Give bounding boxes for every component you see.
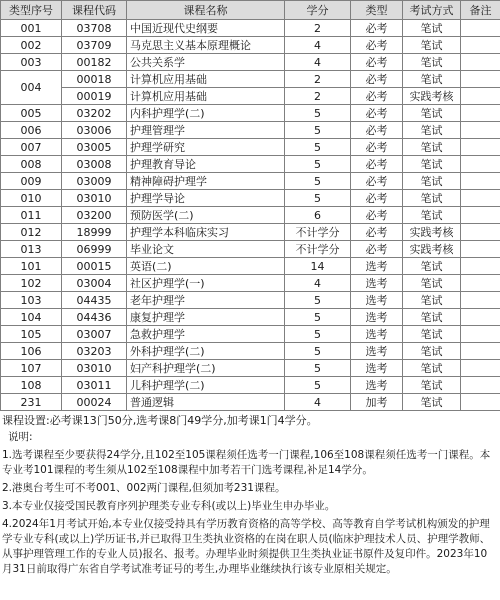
cell-credit: 14 <box>285 258 351 275</box>
cell-name: 内科护理学(二) <box>127 105 285 122</box>
cell-name: 计算机应用基础 <box>127 88 285 105</box>
cell-type: 必考 <box>351 71 403 88</box>
cell-code: 06999 <box>62 241 127 258</box>
cell-exam: 笔试 <box>403 173 461 190</box>
cell-seq: 010 <box>1 190 62 207</box>
cell-credit: 4 <box>285 394 351 411</box>
cell-exam: 笔试 <box>403 343 461 360</box>
cell-code: 03008 <box>62 156 127 173</box>
cell-name: 护理教育导论 <box>127 156 285 173</box>
cell-type: 选考 <box>351 360 403 377</box>
cell-exam: 笔试 <box>403 71 461 88</box>
table-row <box>1 156 500 173</box>
cell-note <box>461 258 500 275</box>
cell-seq: 103 <box>1 292 62 309</box>
table-row <box>1 360 500 377</box>
cell-credit: 6 <box>285 207 351 224</box>
cell-seq: 108 <box>1 377 62 394</box>
cell-type: 必考 <box>351 88 403 105</box>
cell-type: 必考 <box>351 105 403 122</box>
cell-type: 选考 <box>351 275 403 292</box>
cell-credit: 5 <box>285 105 351 122</box>
cell-note <box>461 326 500 343</box>
cell-credit: 2 <box>285 20 351 37</box>
cell-credit: 4 <box>285 54 351 71</box>
cell-exam: 笔试 <box>403 122 461 139</box>
cell-type: 必考 <box>351 190 403 207</box>
cell-seq: 231 <box>1 394 62 411</box>
notes-section <box>0 430 500 577</box>
cell-exam: 笔试 <box>403 54 461 71</box>
cell-type: 选考 <box>351 343 403 360</box>
header-credit: 学分 <box>285 1 351 20</box>
note-item-2: 2.港奥台考生可不考001、002两门课程,但须加考231课程。 <box>2 482 286 494</box>
cell-code: 00019 <box>62 88 127 105</box>
cell-note <box>461 71 500 88</box>
cell-seq: 002 <box>1 37 62 54</box>
cell-name: 普通逻辑 <box>127 394 285 411</box>
cell-seq: 005 <box>1 105 62 122</box>
cell-note <box>461 139 500 156</box>
cell-code: 03203 <box>62 343 127 360</box>
cell-exam: 笔试 <box>403 37 461 54</box>
header-name: 课程名称 <box>127 1 285 20</box>
cell-name: 计算机应用基础 <box>127 71 285 88</box>
cell-credit: 4 <box>285 37 351 54</box>
notes-heading: 说明: <box>8 431 33 443</box>
cell-credit: 5 <box>285 156 351 173</box>
cell-type: 必考 <box>351 37 403 54</box>
header-code: 课程代码 <box>62 1 127 20</box>
cell-seq: 003 <box>1 54 62 71</box>
note-item-1: 1.选考课程至少要获得24学分,且102至105课程须任选考一门课程,106至108课程须任选考一门课程。本专业考101课程的考生须从102至108课程中加考若干门选考课程,补足14学分。 <box>2 449 491 476</box>
table-row <box>1 309 500 326</box>
cell-type: 必考 <box>351 224 403 241</box>
cell-exam: 笔试 <box>403 394 461 411</box>
cell-seq: 001 <box>1 20 62 37</box>
cell-note <box>461 20 500 37</box>
cell-credit: 5 <box>285 360 351 377</box>
table-row <box>1 394 500 411</box>
cell-note <box>461 275 500 292</box>
cell-name: 护理学研究 <box>127 139 285 156</box>
cell-code: 00015 <box>62 258 127 275</box>
cell-seq: 106 <box>1 343 62 360</box>
cell-note <box>461 190 500 207</box>
cell-credit: 5 <box>285 292 351 309</box>
cell-credit: 4 <box>285 275 351 292</box>
table-row <box>1 292 500 309</box>
cell-code: 03006 <box>62 122 127 139</box>
cell-code: 03200 <box>62 207 127 224</box>
cell-seq: 107 <box>1 360 62 377</box>
table-row <box>1 122 500 139</box>
cell-code: 03010 <box>62 190 127 207</box>
table-header-row <box>1 1 500 20</box>
cell-type: 加考 <box>351 394 403 411</box>
cell-type: 必考 <box>351 54 403 71</box>
cell-type: 选考 <box>351 377 403 394</box>
header-note: 备注 <box>461 1 500 20</box>
cell-seq: 013 <box>1 241 62 258</box>
cell-code: 03709 <box>62 37 127 54</box>
cell-exam: 实践考核 <box>403 88 461 105</box>
cell-name: 护理学导论 <box>127 190 285 207</box>
cell-name: 预防医学(二) <box>127 207 285 224</box>
table-body <box>1 20 500 411</box>
cell-credit: 不计学分 <box>285 241 351 258</box>
cell-code: 03202 <box>62 105 127 122</box>
cell-exam: 笔试 <box>403 156 461 173</box>
cell-note <box>461 224 500 241</box>
cell-exam: 笔试 <box>403 326 461 343</box>
cell-name: 急救护理学 <box>127 326 285 343</box>
cell-code: 18999 <box>62 224 127 241</box>
cell-note <box>461 377 500 394</box>
cell-type: 选考 <box>351 326 403 343</box>
cell-exam: 笔试 <box>403 258 461 275</box>
cell-name: 护理管理学 <box>127 122 285 139</box>
cell-code: 04435 <box>62 292 127 309</box>
cell-seq: 009 <box>1 173 62 190</box>
note-item-3: 3.本专业仅接受国民教育序列护理类专业专科(或以上)毕业生申办毕业。 <box>2 500 336 512</box>
cell-type: 选考 <box>351 292 403 309</box>
cell-note <box>461 207 500 224</box>
cell-type: 选考 <box>351 258 403 275</box>
cell-seq: 101 <box>1 258 62 275</box>
cell-exam: 实践考核 <box>403 241 461 258</box>
cell-exam: 笔试 <box>403 309 461 326</box>
cell-type: 必考 <box>351 207 403 224</box>
cell-code: 03004 <box>62 275 127 292</box>
header-exam: 考试方式 <box>403 1 461 20</box>
cell-note <box>461 88 500 105</box>
cell-note <box>461 54 500 71</box>
cell-note <box>461 173 500 190</box>
cell-exam: 笔试 <box>403 190 461 207</box>
table-row <box>1 241 500 258</box>
cell-seq: 007 <box>1 139 62 156</box>
cell-seq: 006 <box>1 122 62 139</box>
cell-name: 中国近现代史纲要 <box>127 20 285 37</box>
cell-code: 00018 <box>62 71 127 88</box>
cell-name: 护理学本科临床实习 <box>127 224 285 241</box>
table-row <box>1 190 500 207</box>
cell-credit: 5 <box>285 173 351 190</box>
cell-type: 选考 <box>351 309 403 326</box>
cell-code: 04436 <box>62 309 127 326</box>
cell-credit: 2 <box>285 88 351 105</box>
cell-credit: 不计学分 <box>285 224 351 241</box>
cell-note <box>461 360 500 377</box>
cell-name: 社区护理学(一) <box>127 275 285 292</box>
table-row <box>1 326 500 343</box>
cell-note <box>461 309 500 326</box>
cell-code: 03011 <box>62 377 127 394</box>
table-row <box>1 88 500 105</box>
course-settings: 课程设置:必考课13门50分,选考课8门49学分,加考课1门4学分。 <box>2 414 318 427</box>
table-row <box>1 105 500 122</box>
cell-name: 老年护理学 <box>127 292 285 309</box>
cell-name: 儿科护理学(二) <box>127 377 285 394</box>
cell-exam: 笔试 <box>403 105 461 122</box>
cell-exam: 实践考核 <box>403 224 461 241</box>
cell-seq: 012 <box>1 224 62 241</box>
table-row <box>1 173 500 190</box>
cell-code: 03010 <box>62 360 127 377</box>
cell-exam: 笔试 <box>403 139 461 156</box>
cell-name: 毕业论文 <box>127 241 285 258</box>
cell-credit: 5 <box>285 377 351 394</box>
cell-exam: 笔试 <box>403 275 461 292</box>
cell-note <box>461 343 500 360</box>
cell-code: 03708 <box>62 20 127 37</box>
cell-code: 03007 <box>62 326 127 343</box>
cell-name: 公共关系学 <box>127 54 285 71</box>
cell-type: 必考 <box>351 156 403 173</box>
table-row <box>1 139 500 156</box>
cell-note <box>461 105 500 122</box>
cell-credit: 5 <box>285 122 351 139</box>
cell-name: 外科护理学(二) <box>127 343 285 360</box>
cell-seq: 008 <box>1 156 62 173</box>
cell-name: 妇产科护理学(二) <box>127 360 285 377</box>
cell-code: 03009 <box>62 173 127 190</box>
cell-code: 00024 <box>62 394 127 411</box>
cell-note <box>461 241 500 258</box>
cell-exam: 笔试 <box>403 207 461 224</box>
cell-seq: 004 <box>1 71 62 105</box>
cell-note <box>461 37 500 54</box>
table-row <box>1 37 500 54</box>
cell-note <box>461 292 500 309</box>
cell-name: 马克思主义基本原理概论 <box>127 37 285 54</box>
cell-exam: 笔试 <box>403 292 461 309</box>
cell-note <box>461 394 500 411</box>
cell-credit: 5 <box>285 190 351 207</box>
table-row <box>1 207 500 224</box>
cell-type: 必考 <box>351 241 403 258</box>
cell-seq: 105 <box>1 326 62 343</box>
note-item-4: 4.2024年1月考试开始,本专业仅接受持具有学历教育资格的高等学校、高等教育自学考试机构颁发的护理学专业专科(或以上)学历证书,并已取得卫生类执业资格的在岗在职人员(临床护理技术人员、护理学教师、从事护理管理工作的专业人员)报名、报考。办理毕业时须提供卫生类执业证书原件及复印件。2023年10月31日前取得广东省自学考试准考证号的考生,办理毕业继续执行该专业原相关规定。 <box>2 518 491 575</box>
cell-credit: 5 <box>285 139 351 156</box>
table-row <box>1 343 500 360</box>
cell-code: 00182 <box>62 54 127 71</box>
cell-exam: 笔试 <box>403 20 461 37</box>
table-row <box>1 275 500 292</box>
cell-credit: 5 <box>285 343 351 360</box>
cell-code: 03005 <box>62 139 127 156</box>
cell-exam: 笔试 <box>403 360 461 377</box>
table-row <box>1 71 500 88</box>
table-row <box>1 224 500 241</box>
cell-note <box>461 122 500 139</box>
table-row <box>1 377 500 394</box>
cell-note <box>461 156 500 173</box>
cell-type: 必考 <box>351 20 403 37</box>
cell-type: 必考 <box>351 122 403 139</box>
cell-seq: 102 <box>1 275 62 292</box>
cell-type: 必考 <box>351 173 403 190</box>
cell-credit: 5 <box>285 309 351 326</box>
cell-name: 精神障碍护理学 <box>127 173 285 190</box>
table-row <box>1 20 500 37</box>
cell-credit: 5 <box>285 326 351 343</box>
cell-credit: 2 <box>285 71 351 88</box>
cell-name: 康复护理学 <box>127 309 285 326</box>
table-row <box>1 54 500 71</box>
cell-seq: 011 <box>1 207 62 224</box>
cell-name: 英语(二) <box>127 258 285 275</box>
header-type: 类型 <box>351 1 403 20</box>
table-row <box>1 258 500 275</box>
cell-seq: 104 <box>1 309 62 326</box>
header-seq: 类型序号 <box>1 1 62 20</box>
cell-type: 必考 <box>351 139 403 156</box>
cell-exam: 笔试 <box>403 377 461 394</box>
